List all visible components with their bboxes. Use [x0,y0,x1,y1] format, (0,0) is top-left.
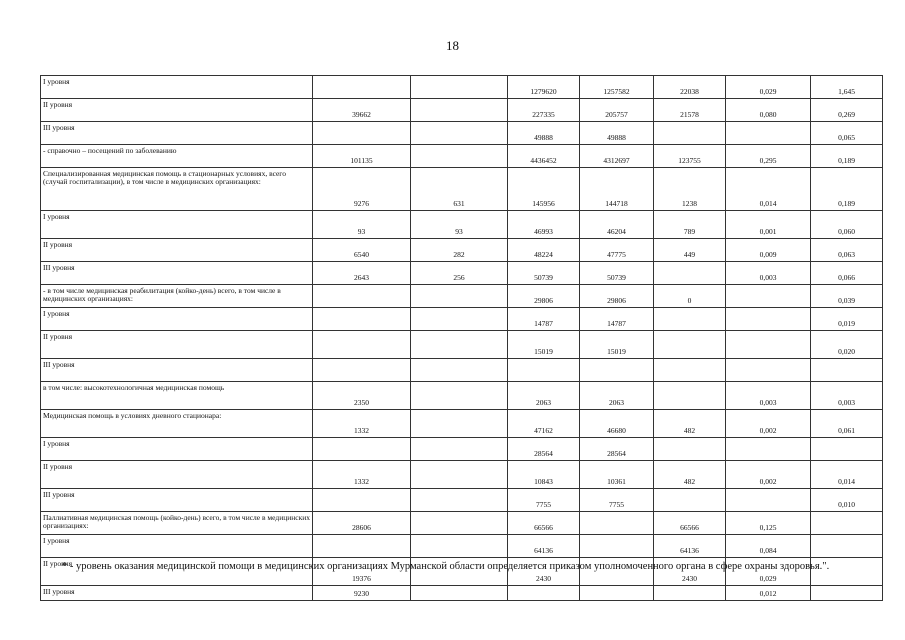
table-row [41,535,883,558]
cell-c6 [726,122,811,145]
cell-c3: 7755 [508,489,580,512]
cell-c2 [411,145,508,168]
cell-c2 [411,331,508,359]
cell-c6: 0,125 [726,512,811,535]
cell-c6: 0,029 [726,76,811,99]
cell-c7 [811,535,883,558]
cell-c5 [654,262,726,285]
table-row [41,99,883,122]
cell-c1: 28606 [313,512,411,535]
cell-c6: 0,003 [726,262,811,285]
cell-c3: 64136 [508,535,580,558]
cell-c1: 6540 [313,239,411,262]
cell-c2 [411,99,508,122]
cell-c4: 49888 [580,122,654,145]
cell-c3: 29806 [508,285,580,308]
cell-c7: 0,065 [811,122,883,145]
cell-c1 [313,438,411,461]
cell-c2: 93 [411,211,508,239]
cell-c6: 0,001 [726,211,811,239]
cell-c5 [654,308,726,331]
row-label: III уровня [41,489,313,512]
row-label: II уровня [41,331,313,359]
cell-c4: 2063 [580,382,654,410]
cell-c3: 145956 [508,168,580,211]
cell-c4: 28564 [580,438,654,461]
cell-c1 [313,76,411,99]
cell-c6: 0,003 [726,382,811,410]
row-label: Специализированная медицинская помощь в стационарных условиях, всего (случай госпитализации), в том числе в медицинских организациях: [41,168,313,211]
cell-c4 [580,359,654,382]
table-row [41,331,883,359]
cell-c6: 0,084 [726,535,811,558]
cell-c7: 0,061 [811,410,883,438]
row-label: - справочно – посещений по заболеванию [41,145,313,168]
cell-c1: 2643 [313,262,411,285]
cell-c5 [654,122,726,145]
cell-c4: 46680 [580,410,654,438]
cell-c1 [313,285,411,308]
cell-c5: 1238 [654,168,726,211]
cell-c4: 144718 [580,168,654,211]
cell-c1 [313,308,411,331]
cell-c4: 205757 [580,99,654,122]
row-label: II уровня [41,239,313,262]
table-row [41,359,883,382]
cell-c2: 631 [411,168,508,211]
cell-c2 [411,410,508,438]
cell-c3: 2430 [508,558,580,586]
cell-c7: 0,010 [811,489,883,512]
cell-c7 [811,438,883,461]
cell-c2 [411,535,508,558]
cell-c6 [726,308,811,331]
cell-c3: 46993 [508,211,580,239]
row-label: II уровня [41,461,313,489]
cell-c1 [313,359,411,382]
cell-c6 [726,331,811,359]
cell-c3: 4436452 [508,145,580,168]
cell-c7: 0,189 [811,145,883,168]
cell-c2 [411,308,508,331]
cell-c3: 50739 [508,262,580,285]
row-label: в том числе: высокотехнологичная медицинская помощь [41,382,313,410]
table-row [41,122,883,145]
cell-c1: 101135 [313,145,411,168]
cell-c2 [411,359,508,382]
footnote: * - уровень оказания медицинской помощи в медицинских организациях Мурманской области определяется приказом уполномоченного органа в сфере охраны здоровья.". [62,561,830,572]
cell-c1 [313,535,411,558]
row-label: I уровня [41,211,313,239]
cell-c7: 0,019 [811,308,883,331]
table-row [41,512,883,535]
cell-c3: 49888 [508,122,580,145]
cell-c2 [411,285,508,308]
cell-c5: 482 [654,410,726,438]
row-label: I уровня [41,76,313,99]
cell-c1: 1332 [313,461,411,489]
cell-c7: 0,063 [811,239,883,262]
cell-c5: 21578 [654,99,726,122]
cell-c7: 1,645 [811,76,883,99]
cell-c6: 0,080 [726,99,811,122]
table-row [41,211,883,239]
table-row [41,285,883,308]
cell-c4 [580,586,654,601]
cell-c7 [811,512,883,535]
cell-c4: 15019 [580,331,654,359]
cell-c2 [411,438,508,461]
cell-c7: 0,066 [811,262,883,285]
table-row [41,382,883,410]
cell-c7: 0,003 [811,382,883,410]
row-label: III уровня [41,262,313,285]
cell-c6 [726,285,811,308]
cell-c3: 1279620 [508,76,580,99]
cell-c6 [726,489,811,512]
cell-c6: 0,009 [726,239,811,262]
table-row [41,308,883,331]
cell-c6: 0,029 [726,558,811,586]
cell-c1 [313,122,411,145]
cell-c2 [411,461,508,489]
cell-c3: 47162 [508,410,580,438]
cell-c1: 9230 [313,586,411,601]
cell-c6 [726,438,811,461]
cell-c5 [654,331,726,359]
row-label: I уровня [41,308,313,331]
cell-c6: 0,012 [726,586,811,601]
cell-c1: 39662 [313,99,411,122]
row-label: II уровня [41,99,313,122]
cell-c4: 7755 [580,489,654,512]
cell-c4: 4312697 [580,145,654,168]
cell-c4: 14787 [580,308,654,331]
table-row [41,461,883,489]
cell-c7: 0,060 [811,211,883,239]
cell-c2: 256 [411,262,508,285]
cell-c1 [313,489,411,512]
table-row [41,586,883,601]
cell-c2 [411,586,508,601]
table-row [41,262,883,285]
row-label: III уровня [41,586,313,601]
cell-c2: 282 [411,239,508,262]
cell-c5 [654,489,726,512]
cell-c6: 0,002 [726,461,811,489]
cell-c3: 10843 [508,461,580,489]
cell-c3: 48224 [508,239,580,262]
cell-c5: 789 [654,211,726,239]
cell-c1 [313,331,411,359]
table-row [41,76,883,99]
cell-c7: 0,269 [811,99,883,122]
cell-c4: 10361 [580,461,654,489]
table-row [41,239,883,262]
cell-c7: 0,020 [811,331,883,359]
cell-c5 [654,586,726,601]
cell-c4 [580,535,654,558]
cell-c6: 0,295 [726,145,811,168]
cell-c5: 64136 [654,535,726,558]
cell-c6: 0,002 [726,410,811,438]
cell-c3: 28564 [508,438,580,461]
cell-c5 [654,382,726,410]
cell-c4 [580,512,654,535]
cell-c7: 0,039 [811,285,883,308]
cell-c2 [411,512,508,535]
cell-c4: 50739 [580,262,654,285]
cell-c5 [654,438,726,461]
cell-c5: 22038 [654,76,726,99]
cell-c2 [411,489,508,512]
cell-c1: 9276 [313,168,411,211]
cell-c5: 0 [654,285,726,308]
cell-c3: 2063 [508,382,580,410]
cell-c3 [508,586,580,601]
row-label: I уровня [41,438,313,461]
row-label: Паллиативная медицинская помощь (койко-день) всего, в том числе в медицинских организациях: [41,512,313,535]
statistics-table [40,75,883,601]
cell-c3: 15019 [508,331,580,359]
cell-c1: 1332 [313,410,411,438]
table-row [41,410,883,438]
cell-c7: 0,014 [811,461,883,489]
row-label: I уровня [41,535,313,558]
cell-c3: 66566 [508,512,580,535]
cell-c5 [654,359,726,382]
page-number: 18 [446,38,459,53]
cell-c7 [811,586,883,601]
cell-c1: 19376 [313,558,411,586]
row-label: II уровня [41,558,313,586]
cell-c2 [411,122,508,145]
cell-c1: 93 [313,211,411,239]
cell-c5: 66566 [654,512,726,535]
cell-c6: 0,014 [726,168,811,211]
cell-c4: 29806 [580,285,654,308]
cell-c4: 46204 [580,211,654,239]
cell-c5: 2430 [654,558,726,586]
row-label: III уровня [41,359,313,382]
table-row [41,145,883,168]
row-label: III уровня [41,122,313,145]
cell-c7: 0,189 [811,168,883,211]
cell-c3 [508,359,580,382]
cell-c2 [411,382,508,410]
table-row [41,168,883,211]
row-label: Медицинская помощь в условиях дневного стационара: [41,410,313,438]
cell-c6 [726,359,811,382]
cell-c3: 227335 [508,99,580,122]
cell-c4: 1257582 [580,76,654,99]
cell-c3: 14787 [508,308,580,331]
cell-c5: 123755 [654,145,726,168]
cell-c4: 47775 [580,239,654,262]
table-row [41,438,883,461]
table-row [41,489,883,512]
cell-c5: 449 [654,239,726,262]
cell-c2 [411,76,508,99]
cell-c7 [811,359,883,382]
cell-c1: 2350 [313,382,411,410]
cell-c5: 482 [654,461,726,489]
row-label: - в том числе медицинская реабилитация (койко-день) всего, в том числе в медицинских организациях: [41,285,313,308]
